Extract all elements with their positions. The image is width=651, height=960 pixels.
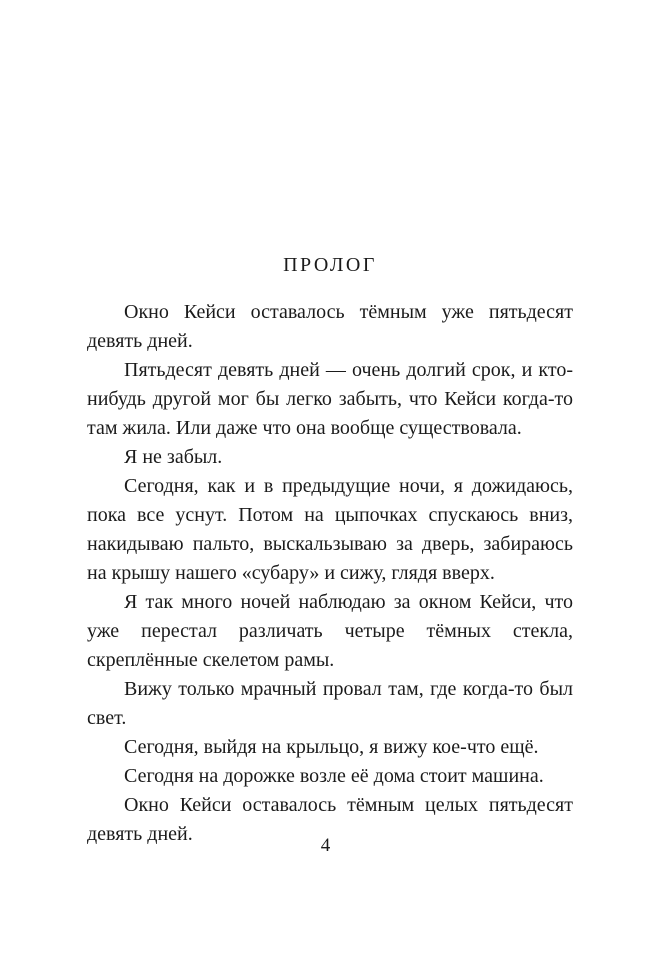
paragraph: Пятьдесят девять дней — очень долгий срок, и кто-нибудь другой мог бы легко забыть, что Кейси когда-то там жила. Или даже что она вообще существовала. (87, 359, 573, 439)
paragraph: Сегодня на дорожке возле её дома стоит машина. (124, 765, 544, 787)
paragraph: Я так много ночей наблюдаю за окном Кейси, что уже перестал различать четыре тёмных стекла, скреплённые скелетом рамы. (87, 591, 573, 671)
paragraph: Я не забыл. (124, 446, 223, 468)
paragraph: Сегодня, как и в предыдущие ночи, я дожидаюсь, пока все уснут. Потом на цыпочках спускаюсь вниз, накидываю пальто, выскальзываю за дверь, забираюсь на крышу нашего «субару» и сижу, глядя вверх. (87, 475, 573, 584)
paragraph: Вижу только мрачный провал там, где когда-то был свет. (87, 678, 573, 729)
chapter-heading: ПРОЛОГ (283, 254, 377, 276)
page-content (87, 252, 573, 849)
paragraph: Окно Кейси оставалось тёмным целых пятьдесят девять дней. (87, 794, 573, 845)
page-number: 4 (320, 835, 331, 856)
paragraph: Окно Кейси оставалось тёмным уже пятьдесят девять дней. (87, 301, 573, 352)
paragraph: Сегодня, выйдя на крыльцо, я вижу кое-что ещё. (124, 736, 539, 758)
